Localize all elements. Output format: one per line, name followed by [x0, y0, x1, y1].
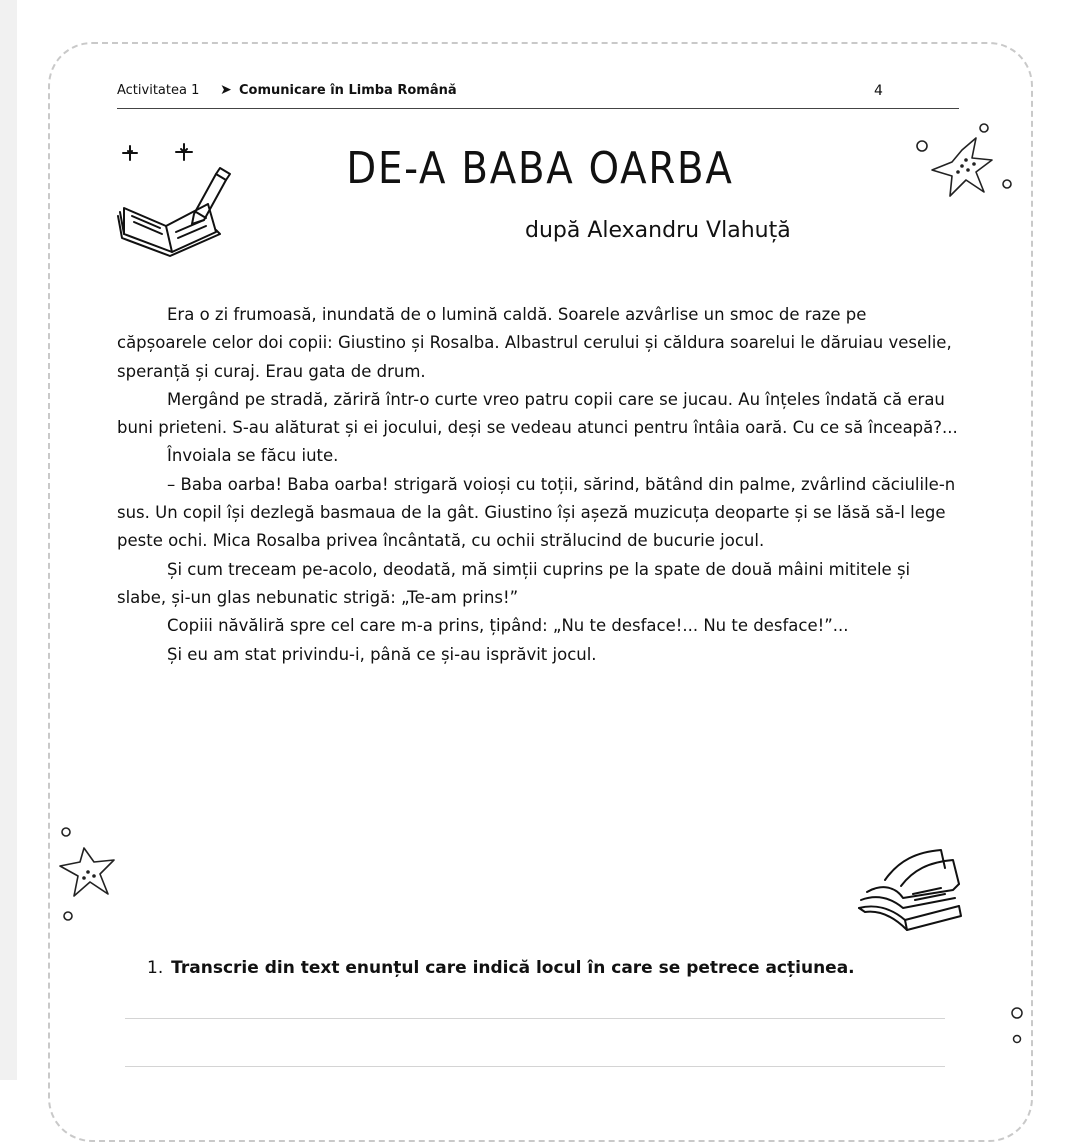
- story-paragraph: Învoiala se făcu iute.: [167, 446, 339, 466]
- story-text: [117, 301, 959, 669]
- story-paragraph: Mergând pe stradă, zăriră într-o curte vreo patru copii care se jucau. Au înțeles îndată că erau buni prieteni. S-au alăturat și ei jocului, deși se vedeau atunci pentru întâia oară. Cu ce să înceapă?...: [117, 389, 958, 438]
- open-book-icon: [855, 838, 965, 938]
- question-text: Transcrie din text enunțul care indică locul în care se petrece acțiunea.: [171, 958, 855, 978]
- arrow-icon: ➤: [220, 82, 232, 98]
- story-title: DE-A BABA OARBA: [346, 143, 734, 194]
- subject-label: Comunicare în Limba Română: [239, 83, 457, 98]
- starfish-icon: [910, 120, 1020, 220]
- question-number: 1.: [147, 958, 164, 978]
- answer-line[interactable]: [125, 1018, 945, 1019]
- page-header: [117, 80, 959, 109]
- answer-line[interactable]: [125, 1066, 945, 1067]
- story-paragraph: – Baba oarba! Baba oarba! strigară voioși cu toții, sărind, bătând din palme, zvârlind căciulile-n sus. Un copil își dezlegă basmaua de la gât. Giustino își așeză muzicuța deoparte și se lăsă să-l lege peste ochi. Mica Rosalba privea încântată, cu ochii strălucind de bucurie jocul.: [117, 474, 956, 551]
- starfish-icon: [50, 822, 130, 926]
- story-paragraph: Copiii năvăliră spre cel care m-a prins, țipând: „Nu te desface!... Nu te desface!”...: [167, 616, 849, 636]
- page-number: 4: [874, 83, 883, 99]
- exercise-question: [147, 958, 855, 978]
- story-author: după Alexandru Vlahuță: [525, 218, 791, 243]
- story-paragraph: Era o zi frumoasă, inundată de o lumină caldă. Soarele azvârlise un smoc de raze pe căpșoarele celor doi copii: Giustino și Rosalba. Albastrul cerului și căldura soarelui le dăruiau veselie, speranță și curaj. Erau gata de drum.: [117, 305, 952, 381]
- activity-label: Activitatea 1: [117, 83, 200, 98]
- page-margin-strip: [0, 0, 17, 1080]
- circle-decoration-icon: [1006, 1004, 1028, 1050]
- book-pencil-icon: [112, 140, 234, 258]
- story-paragraph: Și cum treceam pe-acolo, deodată, mă simții cuprins pe la spate de două mâini mititele și slabe, și-un glas nebunatic strigă: „Te-am prins!”: [117, 559, 911, 607]
- story-paragraph: Și eu am stat privindu-i, până ce și-au isprăvit jocul.: [167, 644, 597, 664]
